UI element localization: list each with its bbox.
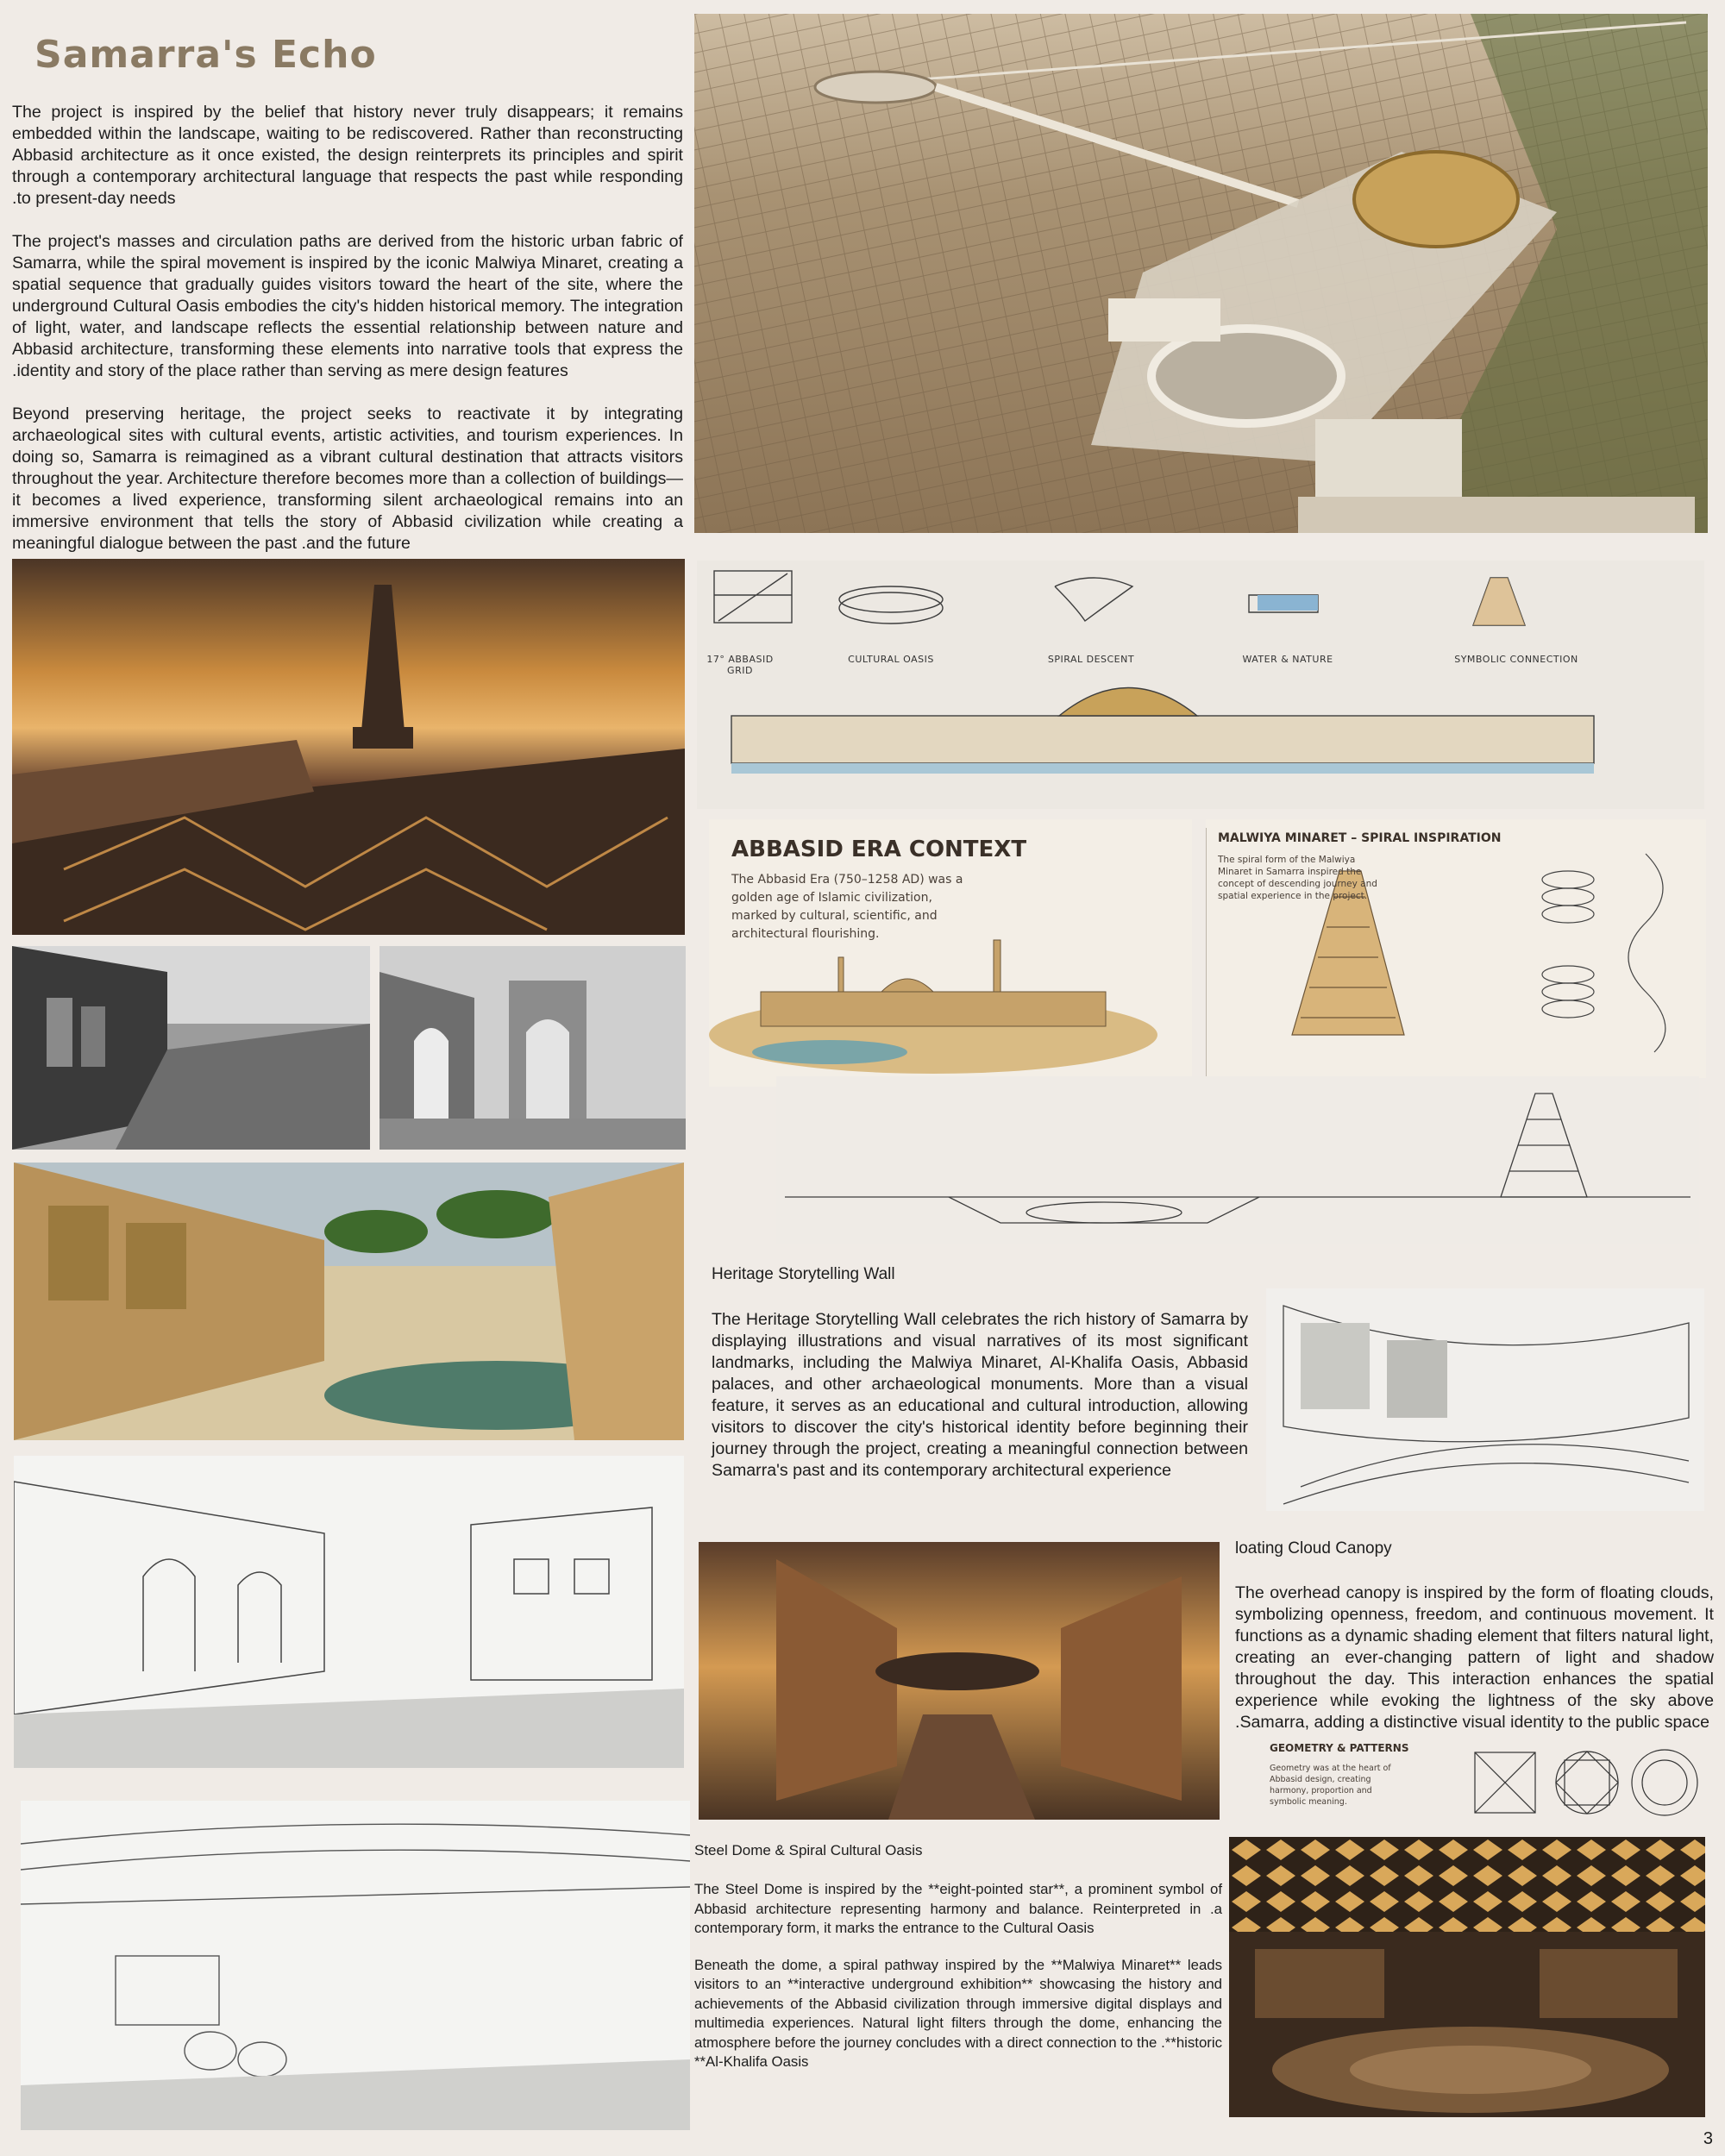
intro-paragraph-3: Beyond preserving heritage, the project seeks to reactivate it by integrating archaeological sites with cultural events, artistic activities, and tourism experiences. In doing so, Samarra is reimagined as a vibrant cultural destination that attracts visitors throughout the year. Architecture therefore becomes more than a collection of buildings—it becomes a lived experience, transforming silent archaeological remains into an immersive environment that tells the story of Abbasid civilization while creating a meaningful dialogue between the past .and the future (12, 404, 683, 553)
concept-label-symbolic: SYMBOLIC CONNECTION (1454, 654, 1578, 665)
storytelling-text: The Heritage Storytelling Wall celebrates the rich history of Samarra by displaying illustrations and visual narratives of its most significant landmarks, including the Malwiya Minaret, Al-Khalifa Oasis, Abbasid palaces, and other archaeological monuments. More than a visual feature, it serves as an educational and cultural introduction, allowing visitors to discover the city's historical identity before beginning their journey through the project, creating a meaningful connection between Samarra's past and its contemporary architectural experience (712, 1310, 1248, 1480)
storytelling-wall-sketch (1266, 1288, 1704, 1511)
intro-paragraph-1: The project is inspired by the belief that history never truly disappears; it remains embedded within the landscape, waiting to be rediscovered. Rather than reconstructing Abbasid architecture as it once existed, the design reinterprets its principles and spirit through a contemporary architectural language that respects the past while responding .to present-day needs (12, 103, 683, 208)
malwiya-title: MALWIYA MINARET – SPIRAL INSPIRATION (1218, 831, 1502, 845)
cloud-canopy-render (699, 1542, 1220, 1820)
dome-paragraph-1: The Steel Dome is inspired by the **eight-pointed star**, a prominent symbol of Abbasid architecture representing harmony and balance. Reinterpreted in .a contemporary form, it marks the entrance to the Cultural Oasis (694, 1881, 1222, 1936)
intro-paragraph-2: The project's masses and circulation paths are derived from the historic urban fabric of Samarra, while the spiral movement is inspired by the iconic Malwiya Minaret, creating a spatial sequence that gradually guides visitors toward the heart of the site, where the underground Cultural Oasis embodies the city's hidden historical memory. The integration of light, water, and landscape reflects the essential relationship between nature and Abbasid architecture, transforming these elements into narrative tools that express the .identity and story of the place rather than serving as mere design features (12, 232, 683, 380)
concept-label-grid: 17° ABBASID GRID (706, 654, 774, 676)
underground-exhibition-render (1229, 1837, 1705, 2117)
concept-label-water: WATER & NATURE (1242, 654, 1333, 665)
intro-text (12, 102, 683, 555)
geometry-text: Geometry was at the heart of Abbasid design, creating harmony, proportion and symbolic meaning. (1270, 1764, 1391, 1807)
exhibition-grey-render (12, 946, 370, 1150)
geometry-panel (1259, 1733, 1708, 1828)
concept-sketch-strip (697, 561, 1704, 809)
concept-label-oasis: CULTURAL OASIS (848, 654, 934, 665)
page-title: Samarra's Echo (34, 33, 377, 77)
arches-courtyard-sketch (14, 1456, 684, 1768)
section-sketch (776, 1076, 1699, 1244)
abbasid-era-panel (709, 819, 1192, 1087)
aerial-site-render (694, 14, 1708, 533)
canopy-bazaar-sketch (21, 1801, 690, 2130)
malwiya-text: The spiral form of the Malwiya Minaret in Samarra inspired the concept of descending journey and spatial experience in the project. (1218, 855, 1377, 901)
page-number: 3 (1703, 2129, 1713, 2148)
malwiya-panel (1206, 819, 1706, 1078)
canopy-text: The overhead canopy is inspired by the form of floating clouds, symbolizing openness, freedom, and continuous movement. It functions as a dynamic shading element that filters natural light, creating an ever-changing pattern of light and shadow throughout the day. This interaction enhances the spatial experience while evoking the lightness of the sky above .Samarra, adding a distinctive visual identity to the public space (1235, 1583, 1714, 1732)
canopy-title: loating Cloud Canopy (1235, 1539, 1392, 1557)
abbasid-title: ABBASID ERA CONTEXT (731, 837, 1027, 862)
abbasid-text: The Abbasid Era (750–1258 AD) was a golden age of Islamic civilization, marked by cultural, scientific, and architectural flourishing. (731, 873, 963, 941)
concept-label-spiral: SPIRAL DESCENT (1047, 654, 1135, 665)
oasis-storytelling-render (14, 1163, 684, 1440)
dome-text (694, 1880, 1222, 2072)
arches-grey-render (380, 946, 686, 1150)
geometry-title: GEOMETRY & PATTERNS (1270, 1742, 1409, 1754)
dusk-minaret-render (12, 559, 685, 935)
dome-title: Steel Dome & Spiral Cultural Oasis (694, 1842, 923, 1858)
storytelling-title: Heritage Storytelling Wall (712, 1265, 895, 1283)
dome-paragraph-2: Beneath the dome, a spiral pathway inspired by the **Malwiya Minaret** leads visitors to an **interactive underground exhibition** showcasing the history and achievements of the Abbasid civilization through immersive digital displays and multimedia experiences. Natural light filters through the dome, enhancing the atmosphere before the journey concludes with a direct connection to the .**historic **Al-Khalifa Oasis (694, 1956, 1222, 2070)
